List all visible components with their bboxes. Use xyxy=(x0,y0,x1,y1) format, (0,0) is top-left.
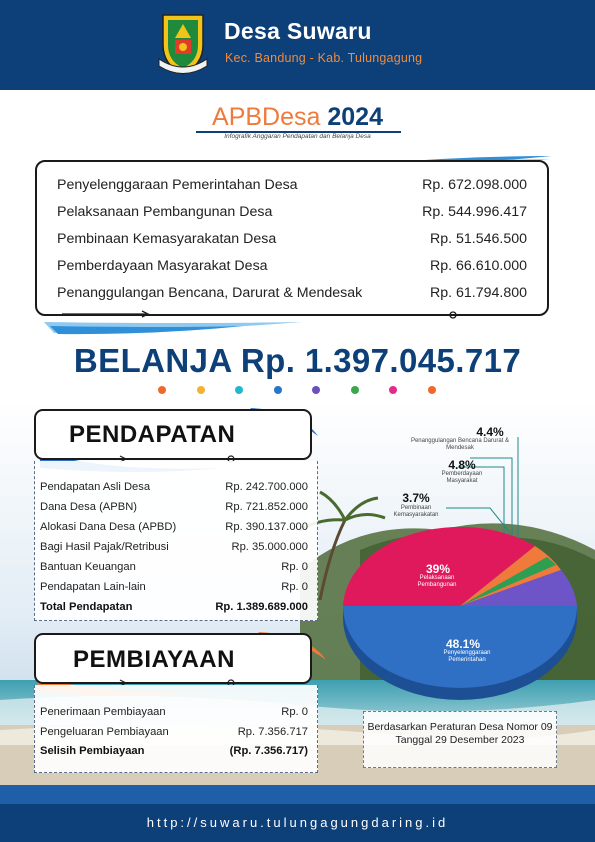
row-value: Rp. 0 xyxy=(281,706,308,718)
color-dot xyxy=(428,386,436,394)
pendapatan-row xyxy=(40,481,308,493)
regency-emblem-icon xyxy=(157,11,209,77)
belanja-label: Penanggulangan Bencana, Darurat & Mendesak xyxy=(57,285,363,301)
row-label: Total Pendapatan xyxy=(40,601,133,613)
belanja-value: Rp. 61.794.800 xyxy=(429,285,527,301)
arrow-left-decor-icon xyxy=(62,309,152,319)
row-label: Alokasi Dana Desa (APBD) xyxy=(40,521,177,533)
pie-pct-pelaksanaan: 39% xyxy=(425,562,451,576)
belanja-row xyxy=(57,177,527,193)
color-dot xyxy=(235,386,243,394)
pembiayaan-title: PEMBIAYAAN xyxy=(73,646,235,673)
color-dot xyxy=(351,386,359,394)
row-value: Rp. 1.389.689.000 xyxy=(215,601,308,613)
belanja-row xyxy=(57,285,527,301)
belanja-row xyxy=(57,204,527,220)
pendapatan-row xyxy=(40,521,308,533)
decor-wave-bottom xyxy=(44,318,304,336)
row-value: Rp. 35.000.000 xyxy=(231,541,308,553)
pendapatan-row xyxy=(40,581,308,593)
belanja-value: Rp. 544.996.417 xyxy=(422,204,527,220)
pie-label-penanggulangan: Penanggulangan Bencana Darurat & Mendesak xyxy=(410,438,510,451)
footer-url-link[interactable]: http://suwaru.tulungagungdaring.id xyxy=(146,815,449,830)
page-subtitle: Infografik Anggaran Pendapatan dan Belanja Desa xyxy=(224,133,371,140)
belanja-total: BELANJA Rp. 1.397.045.717 xyxy=(73,342,522,379)
color-dot xyxy=(274,386,282,394)
belanja-label: Pembinaan Kemasyarakatan Desa xyxy=(57,231,277,247)
row-label: Pengeluaran Pembiayaan xyxy=(40,726,169,738)
belanja-row xyxy=(57,258,527,274)
belanja-label: Pemberdayaan Masyarakat Desa xyxy=(57,258,268,274)
belanja-label: Penyelenggaraan Pemerintahan Desa xyxy=(57,177,298,193)
row-value: Rp. 0 xyxy=(281,561,308,573)
pie-label-penyelenggaraan: Penyelenggaraan Pemerintahan xyxy=(443,650,491,663)
row-value: Rp. 242.700.000 xyxy=(225,481,308,493)
row-label: Penerimaan Pembiayaan xyxy=(40,706,166,718)
pie-pct-penanggulangan: 4.4% xyxy=(476,425,504,439)
row-value: (Rp. 7.356.717) xyxy=(229,745,308,757)
pie-pct-pembinaan: 3.7% xyxy=(402,491,430,505)
belanja-value: Rp. 51.546.500 xyxy=(429,231,527,247)
pendapatan-row xyxy=(40,541,308,553)
row-label: Pendapatan Lain-lain xyxy=(40,581,146,593)
row-label: Pendapatan Asli Desa xyxy=(40,481,151,493)
title-apbdesa: APBDesa xyxy=(212,103,321,131)
color-dot xyxy=(312,386,320,394)
title-year: 2024 xyxy=(327,103,383,131)
row-label: Bagi Hasil Pajak/Retribusi xyxy=(40,541,169,553)
footer-band xyxy=(0,785,595,804)
pendapatan-total-row xyxy=(40,601,308,613)
color-dots xyxy=(158,386,440,396)
color-dot xyxy=(197,386,205,394)
pembiayaan-row xyxy=(40,706,308,718)
dot-line-decor-icon xyxy=(448,310,538,320)
color-dot xyxy=(389,386,397,394)
belanja-value: Rp. 672.098.000 xyxy=(422,177,527,193)
pie-label-pemberdayaan: Pemberdayaan Masyarakat xyxy=(441,471,483,484)
row-label: Bantuan Keuangan xyxy=(40,561,136,573)
village-name: Desa Suwaru xyxy=(224,18,372,44)
pembiayaan-total-row xyxy=(40,745,308,757)
page-title xyxy=(0,103,595,132)
row-label: Selisih Pembiayaan xyxy=(40,745,145,757)
row-value: Rp. 721.852.000 xyxy=(225,501,308,513)
belanja-value: Rp. 66.610.000 xyxy=(429,258,527,274)
pie-label-pembinaan: Pembinaan Kemasyarakatan xyxy=(393,505,439,518)
color-dot xyxy=(158,386,166,394)
belanja-label: Pelaksanaan Pembangunan Desa xyxy=(57,204,273,220)
header-bar xyxy=(0,0,595,90)
pendapatan-title: PENDAPATAN xyxy=(69,421,236,448)
row-label: Dana Desa (APBN) xyxy=(40,501,137,513)
row-value: Rp. 0 xyxy=(281,581,308,593)
pie-pct-penyelenggaraan: 48.1% xyxy=(445,637,481,651)
pie-pct-pemberdayaan: 4.8% xyxy=(448,458,476,472)
pembiayaan-row xyxy=(40,726,308,738)
belanja-row xyxy=(57,231,527,247)
row-value: Rp. 390.137.000 xyxy=(225,521,308,533)
pendapatan-row xyxy=(40,561,308,573)
pendapatan-row xyxy=(40,501,308,513)
pie-label-pelaksanaan: Pelaksanaan Pembangunan xyxy=(417,575,457,588)
regulation-note: Berdasarkan Peraturan Desa Nomor 09 Tanggal 29 Desember 2023 xyxy=(363,711,557,768)
village-location: Kec. Bandung - Kab. Tulungagung xyxy=(225,51,423,65)
row-value: Rp. 7.356.717 xyxy=(237,726,308,738)
